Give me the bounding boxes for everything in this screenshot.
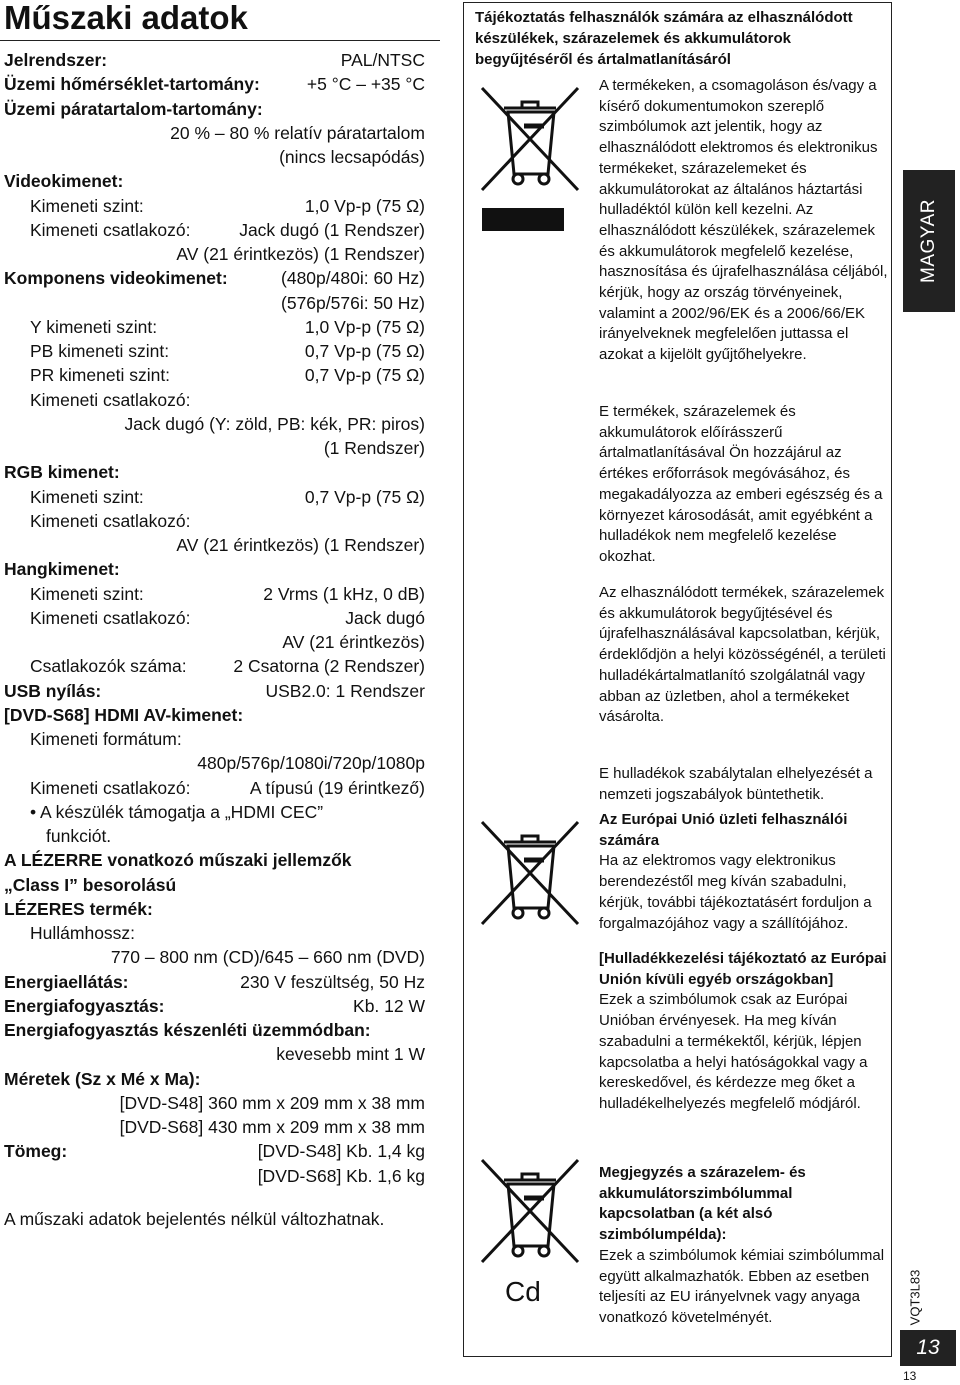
spec-label: Komponens videokimenet: (4, 268, 228, 289)
cd-chemical-symbol: Cd (505, 1276, 541, 1307)
paragraph-text: Az elhasználódott termékek, szárazelemek és akkumulátorok begyűjtésével és újrafelhasználásával kapcsolatban, kérjük, érdeklődjön a helyi közösségénél, a területi hulladékártalmatlanító szolgálatnál vagy abban az üzletben, ahol a termékeket vásárolta. (599, 584, 886, 726)
info-paragraph (599, 583, 889, 728)
info-paragraph (599, 402, 889, 568)
spec-label: „Class I” besorolású (4, 874, 177, 895)
spec-value: 230 V feszültség, 50 Hz (240, 971, 425, 992)
spec-value: (576p/576i: 50 Hz) (281, 292, 425, 313)
spec-label: Kimeneti csatlakozó: (30, 777, 191, 798)
crossed-bin-icon (470, 1150, 590, 1270)
spec-label: Energiafogyasztás: (4, 995, 165, 1016)
spec-value: AV (21 érintkezös) (1 Rendszer) (176, 244, 425, 264)
spec-value: 0,7 Vp-p (75 Ω) (304, 365, 425, 386)
spec-value: 770 – 800 nm (CD)/645 – 660 nm (DVD) (110, 947, 425, 968)
footnote: A műszaki adatok bejelentés nélkül változhatnak. (4, 1209, 385, 1229)
spec-label: Kimeneti szint: (30, 486, 144, 507)
spec-label: Üzemi páratartalom-tartomány: (4, 98, 263, 119)
spec-label: PB kimeneti szint: (30, 341, 170, 361)
paragraph-heading: Megjegyzés a szárazelem- és akkumulátorszimbólummal kapcsolatban (a két alsó szimbólumpélda): (599, 1164, 806, 1244)
spec-value: 480p/576p/1080i/720p/1080p (197, 753, 425, 774)
spec-value: 1,0 Vp-p (75 Ω) (304, 316, 425, 337)
spec-value: (480p/480i: 60 Hz) (281, 268, 425, 289)
spec-value: 2 Csatorna (2 Rendszer) (233, 656, 425, 677)
spec-label: Energiaellátás: (4, 971, 129, 992)
spec-value: (1 Rendszer) (323, 438, 425, 458)
spec-value: Jack dugó (345, 607, 425, 628)
spec-label: Kimeneti csatlakozó: (30, 607, 191, 628)
paragraph-text: Ezek a szimbólumok kémiai szimbólummal együtt alkalmazhatók. Ebben az esetben teljesíti az EU irányelvnek vagy anyaga vonatkozó követelményét. (599, 1246, 885, 1326)
spec-value: PAL/NTSC (340, 50, 425, 70)
paragraph-text: E hulladékok szabálytalan elhelyezését a nemzeti jogszabályok büntethetik. (599, 765, 873, 803)
box-title: Tájékoztatás felhasználók számára az elhasználódott készülékek, szárazelemek és akkumulátorok begyűjtéséről és ártalmatlanításáról (475, 9, 853, 68)
paragraph-text: A termékeken, a csomagoláson és/vagy a kísérő dokumentumokon szereplő szimbólumok azt jelentik, hogy az elhasználódott elektromos és elektronikus termékeket, szárazelemeket és akkumulátorokat az általános háztartási hulladéktól külön kell kezelni. Az elhasználódott készülékek, szárazelemek és akkumulátorok megfelelő kezelése, hasznosítása és újrafelhasználása céljából, kérjük, hogy az ország törvényeinek, valamint a 2002/96/EK és a 2006/66/EK irányelveknek megfelelően juttassa el azokat a kijelölt gyűjtőhelyekre. (599, 77, 888, 364)
crossed-bin-icon (470, 78, 590, 198)
spec-label: Hullámhossz: (30, 923, 136, 943)
spec-value: USB2.0: 1 Rendszer (265, 680, 425, 701)
page-number: 13 (900, 1330, 956, 1366)
spec-label: RGB kimenet: (4, 462, 120, 483)
spec-value: [DVD-S68] Kb. 1,6 kg (257, 1165, 425, 1186)
spec-label: • A készülék támogatja a „HDMI CEC” (30, 801, 324, 822)
paragraph-text: Ezek a szimbólumok csak az Európai Unióban érvényesek. Ha meg kíván szabadulni a termékektől, kérjük, lépjen kapcsolatba a helyi hatóságokkal vagy a kereskedővel, és kérdezze meg őket a hulladékelhelyezés megfelelő módjáról. (599, 991, 868, 1112)
spec-value: Jack dugó (Y: zöld, PB: kék, PR: piros) (124, 413, 425, 434)
spec-label: USB nyílás: (4, 680, 102, 701)
spec-label: LÉZERES termék: (4, 898, 153, 919)
spec-label: PR kimeneti szint: (30, 365, 171, 386)
spec-label: Kimeneti szint: (30, 583, 144, 604)
spec-value: [DVD-S48] 360 mm x 209 mm x 38 mm (119, 1092, 425, 1113)
document-code: VQT3L83 (907, 1269, 923, 1325)
paragraph-text: Ha az elektromos vagy elektronikus berendezéstől meg kíván szabadulni, kérjük, további tájékoztatásért forduljon a forgalmazójához vagy a szállítójához. (599, 852, 872, 932)
paragraph-heading: Az Európai Unió üzleti felhasználói számára (599, 811, 848, 849)
title-divider (0, 40, 440, 41)
spec-value: AV (21 érintkezös) (282, 632, 425, 652)
spec-label: funkciót. (46, 826, 112, 846)
spec-label: Üzemi hőmérséklet-tartomány: (4, 74, 260, 95)
language-tab-label: MAGYAR (918, 199, 939, 283)
black-bar-symbol (482, 208, 564, 231)
spec-value: Jack dugó (1 Rendszer) (239, 219, 425, 240)
spec-value: AV (21 érintkezös) (1 Rendszer) (176, 535, 425, 555)
paragraph-text: E termékek, szárazelemek és akkumulátorok előírásszerű ártalmatlanításával Ön hozzájárul az értékes erőforrások megóvásához, és megakadályozza az emberi egészség és a környezet károsodását, amit egyébként a hulladékok nem megfelelő kezelése okozhat. (599, 403, 883, 565)
info-paragraph (599, 949, 889, 1115)
spec-label: Csatlakozók száma: (30, 656, 187, 677)
spec-label: Hangkimenet: (4, 559, 120, 580)
spec-value: 0,7 Vp-p (75 Ω) (304, 486, 425, 507)
spec-value: (nincs lecsapódás) (279, 147, 425, 167)
spec-value: +5 °C – +35 °C (306, 74, 425, 95)
paragraph-heading: [Hulladékkezelési tájékoztató az Európai Unión kívüli egyéb országokban] (599, 950, 887, 988)
spec-label: A LÉZERRE vonatkozó műszaki jellemzők (4, 850, 352, 871)
spec-label: Videokimenet: (4, 171, 124, 192)
spec-value: 20 % – 80 % relatív páratartalom (170, 122, 425, 143)
spec-value: kevesebb mint 1 W (276, 1044, 425, 1065)
info-paragraph (599, 764, 889, 805)
spec-label: Tömeg: (4, 1141, 68, 1162)
spec-value: A típusú (19 érintkező) (249, 777, 425, 798)
spec-label: Y kimeneti szint: (30, 316, 158, 337)
spec-value: 0,7 Vp-p (75 Ω) (304, 341, 425, 361)
spec-label: Kimeneti formátum: (30, 729, 182, 749)
page-title: Műszaki adatok (4, 0, 248, 36)
spec-label: Kimeneti csatlakozó: (30, 219, 191, 240)
spec-label: [DVD-S68] HDMI AV-kimenet: (4, 704, 244, 725)
info-paragraph (599, 1163, 889, 1329)
spec-label: Jelrendszer: (4, 50, 108, 70)
spec-label: Kimeneti csatlakozó: (30, 510, 191, 531)
spec-value: [DVD-S68] 430 mm x 209 mm x 38 mm (119, 1117, 425, 1137)
info-paragraph (599, 810, 889, 934)
spec-value: 2 Vrms (1 kHz, 0 dB) (263, 583, 425, 604)
spec-value: Kb. 12 W (353, 995, 425, 1016)
spec-label: Kimeneti szint: (30, 195, 144, 216)
crossed-bin-icon (470, 812, 590, 932)
spec-label: Méretek (Sz x Mé x Ma): (4, 1068, 201, 1089)
spec-label: Kimeneti csatlakozó: (30, 389, 191, 410)
info-paragraph (599, 76, 889, 366)
spec-value: [DVD-S48] Kb. 1,4 kg (257, 1141, 425, 1162)
spec-value: 1,0 Vp-p (75 Ω) (304, 195, 425, 216)
page-number-small: 13 (903, 1369, 917, 1383)
spec-label: Energiafogyasztás készenléti üzemmódban: (4, 1020, 371, 1040)
